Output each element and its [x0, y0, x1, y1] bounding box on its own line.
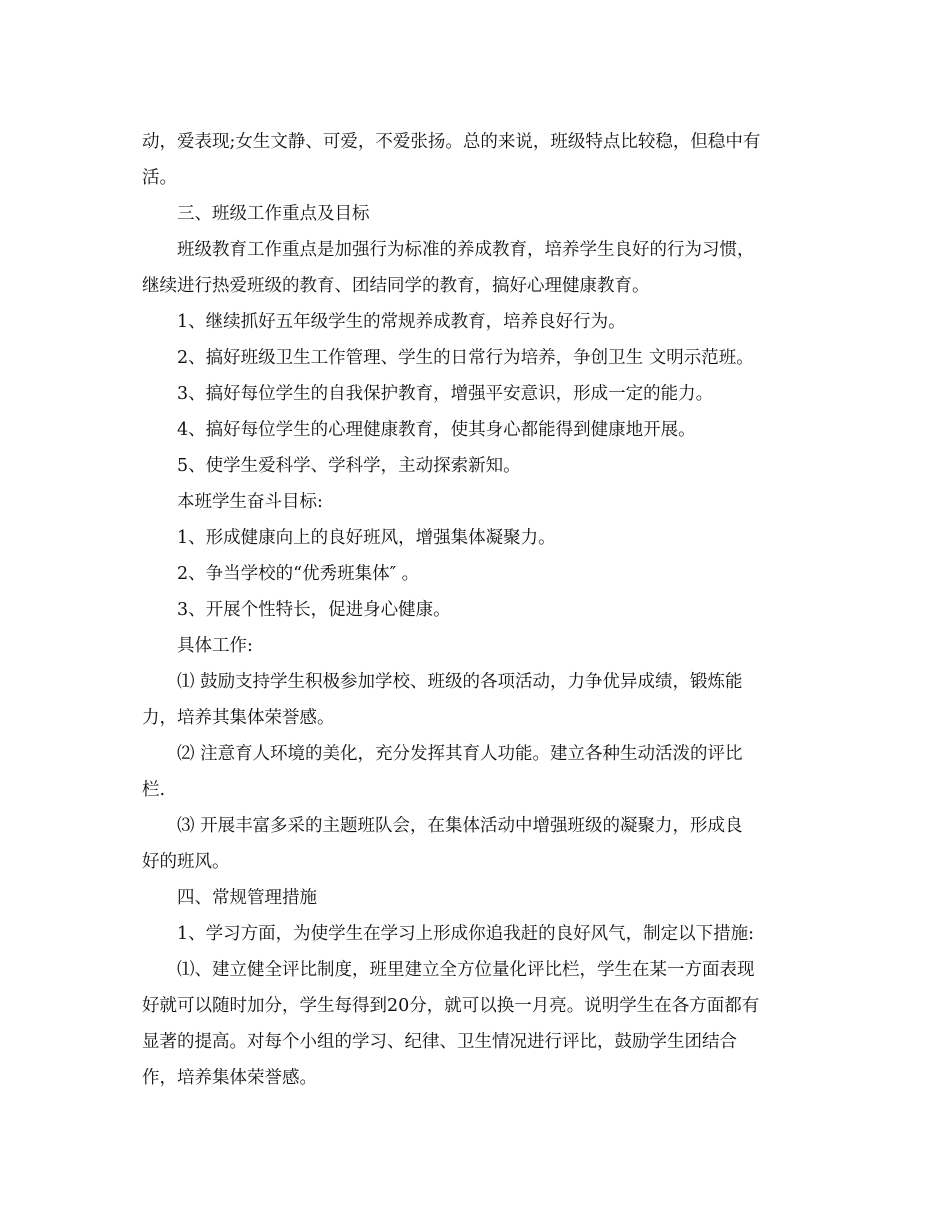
paragraph-line: 力，培养其集体荣誉感。 — [142, 708, 335, 728]
list-item: 4、搞好每位学生的心理健康教育，使其身心都能得到健康地开展。 — [177, 420, 696, 440]
list-item: 2、搞好班级卫生工作管理、学生的日常行为培养，争创卫生 文明示范班。 — [177, 348, 754, 368]
paragraph-line: 显著的提高。对每个小组的学习、纪律、卫生情况进行评比，鼓励学生团结合 — [142, 1032, 737, 1052]
document-body — [142, 124, 808, 1096]
list-item: 3、搞好每位学生的自我保护教育，增强平安意识，形成一定的能力。 — [177, 384, 714, 404]
paragraph-line: 好的班风。 — [142, 852, 230, 872]
list-item: 5、使学生爱科学、学科学，主动探索新知。 — [177, 456, 521, 476]
list-item: 1、学习方面，为使学生在学习上形成你追我赶的良好风气，制定以下措施: — [177, 924, 755, 944]
paragraph-line: 好就可以随时加分，学生每得到20分，就可以换一月亮。说明学生在各方面都有 — [142, 996, 760, 1016]
list-item: ⑶ 开展丰富多采的主题班队会，在集体活动中增强班级的凝聚力，形成良 — [177, 816, 743, 836]
subheading: 本班学生奋斗目标: — [177, 492, 323, 512]
list-item: ⑵ 注意育人环境的美化，充分发挥其育人功能。建立各种生动活泼的评比 — [177, 744, 743, 764]
paragraph-line: 栏. — [142, 780, 166, 800]
list-item: 2、争当学校的“优秀班集体″ 。 — [177, 564, 420, 584]
list-item: ⑴ 鼓励支持学生积极参加学校、班级的各项活动，力争优异成绩，锻炼能 — [177, 672, 743, 692]
list-item: 1、继续抓好五年级学生的常规养成教育，培养良好行为。 — [177, 312, 626, 332]
list-item: ⑴、建立健全评比制度，班里建立全方位量化评比栏，学生在某一方面表现 — [177, 960, 755, 980]
paragraph-line: 活。 — [142, 168, 177, 188]
list-item: 1、形成健康向上的良好班风，增强集体凝聚力。 — [177, 528, 556, 548]
subheading: 具体工作: — [177, 636, 253, 656]
section-heading: 三、班级工作重点及目标 — [177, 204, 370, 224]
list-item: 3、开展个性特长，促进身心健康。 — [177, 600, 451, 620]
paragraph-line: 班级教育工作重点是加强行为标准的养成教育，培养学生良好的行为习惯， — [177, 240, 755, 260]
paragraph-line: 继续进行热爱班级的教育、团结同学的教育，搞好心理健康教育。 — [142, 276, 650, 296]
section-heading: 四、常规管理措施 — [177, 888, 317, 908]
paragraph-line: 作，培养集体荣誉感。 — [142, 1068, 317, 1088]
paragraph-line: 动，爱表现;女生文静、可爱，不爱张扬。总的来说，班级特点比较稳，但稳中有 — [142, 132, 761, 152]
